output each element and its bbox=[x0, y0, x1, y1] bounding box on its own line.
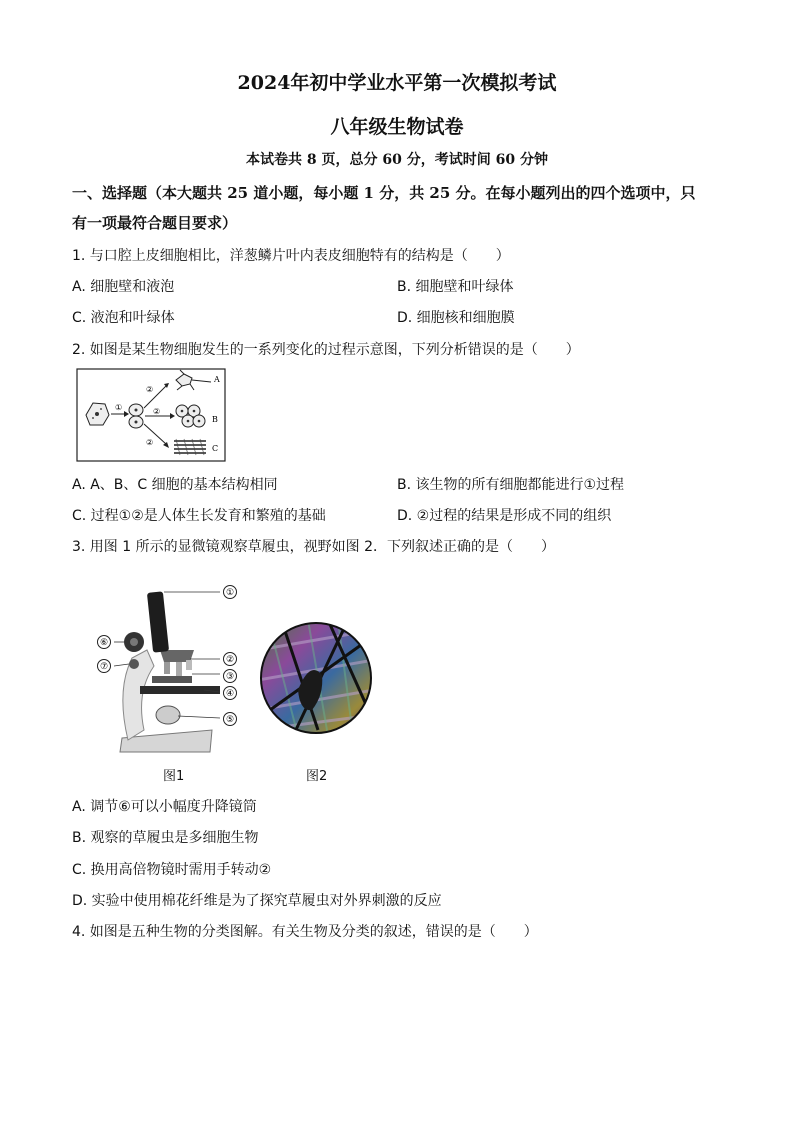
q1-stem: 1. 与口腔上皮细胞相比，洋葱鳞片叶内表皮细胞特有的结构是（ ） bbox=[72, 248, 510, 264]
section-heading-line2: 有一项最符合题目要求） bbox=[72, 214, 238, 232]
process-2-label-b: ② bbox=[153, 407, 161, 416]
q1-option-d: D. 细胞核和细胞膜 bbox=[397, 310, 515, 326]
microscope-label-3: ③ bbox=[225, 672, 235, 682]
microscope-view-figure bbox=[258, 620, 374, 736]
cell-division-diagram bbox=[76, 368, 226, 462]
exam-info: 本试卷共 8 页，总分 60 分，考试时间 60 分钟 bbox=[246, 152, 548, 168]
q2-option-a: A. A、B、C 细胞的基本结构相同 bbox=[72, 477, 278, 493]
exam-title: 2024年初中学业水平第一次模拟考试 bbox=[237, 72, 557, 94]
process-2-label-a: ② bbox=[146, 385, 154, 394]
label-b: B bbox=[212, 415, 218, 424]
q1-option-b: B. 细胞壁和叶绿体 bbox=[397, 279, 514, 295]
q2-option-d: D. ②过程的结果是形成不同的组织 bbox=[397, 508, 612, 524]
microscope-label-5: ⑤ bbox=[225, 715, 235, 725]
q2-option-b: B. 该生物的所有细胞都能进行①过程 bbox=[397, 477, 625, 493]
microscope-label-1: ① bbox=[225, 588, 235, 598]
section-heading-line1: 一、选择题（本大题共 25 道小题，每小题 1 分，共 25 分。在每小题列出的四个选项中，只 bbox=[72, 184, 696, 202]
figure2-caption: 图2 bbox=[306, 769, 328, 784]
microscope-figure bbox=[92, 580, 242, 760]
figure1-caption: 图1 bbox=[163, 769, 185, 784]
q2-stem: 2. 如图是某生物细胞发生的一系列变化的过程示意图，下列分析错误的是（ ） bbox=[72, 342, 580, 358]
q3-option-b: B. 观察的草履虫是多细胞生物 bbox=[72, 830, 259, 846]
q3-stem: 3. 用图 1 所示的显微镜观察草履虫，视野如图 2．下列叙述正确的是（ ） bbox=[72, 539, 555, 555]
q1-option-c: C. 液泡和叶绿体 bbox=[72, 310, 175, 326]
microscope-label-7: ⑦ bbox=[99, 662, 109, 672]
exam-subtitle: 八年级生物试卷 bbox=[330, 116, 464, 138]
microscope-label-4: ④ bbox=[225, 689, 235, 699]
process-2-label-c: ② bbox=[146, 438, 154, 447]
q3-option-a: A. 调节⑥可以小幅度升降镜筒 bbox=[72, 799, 257, 815]
label-c: C bbox=[212, 444, 219, 453]
label-a: A bbox=[214, 375, 220, 384]
microscope-label-2: ② bbox=[225, 655, 235, 665]
microscope-label-6: ⑥ bbox=[99, 638, 109, 648]
q1-option-a: A. 细胞壁和液泡 bbox=[72, 279, 175, 295]
q4-stem: 4. 如图是五种生物的分类图解。有关生物及分类的叙述，错误的是（ ） bbox=[72, 924, 538, 940]
q2-option-c: C. 过程①②是人体生长发育和繁殖的基础 bbox=[72, 508, 326, 524]
q3-option-d: D. 实验中使用棉花纤维是为了探究草履虫对外界刺激的反应 bbox=[72, 893, 442, 909]
process-1-label: ① bbox=[115, 403, 123, 412]
q3-option-c: C. 换用高倍物镜时需用手转动② bbox=[72, 862, 272, 878]
